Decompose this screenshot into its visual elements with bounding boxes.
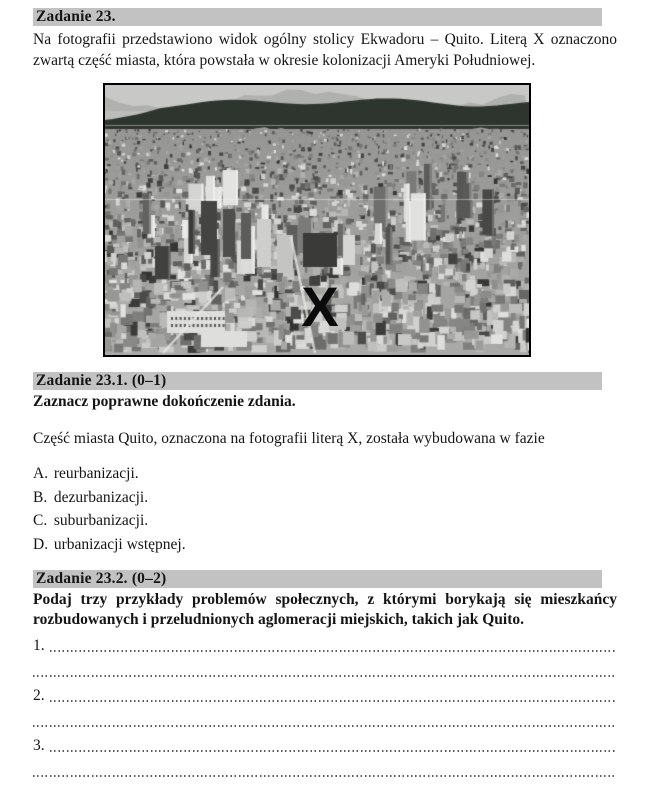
option-a-letter: A. (33, 465, 49, 482)
answer-line-3-number: 3. (33, 737, 45, 754)
x-marker: X (301, 275, 339, 338)
quito-photo (103, 83, 531, 357)
option-d-letter: D. (33, 535, 49, 553)
option-b-text: dezurbanizacji. (53, 488, 149, 506)
task-23-2-instruction: Podaj trzy przykłady problemów społecznych, z którymi borykają się mieszkańcy rozbudowanych i przeludnionych aglomeracji miejskich, takich jak Quito. (33, 591, 617, 628)
answer-lines (33, 630, 617, 780)
answer-options (33, 462, 617, 556)
dotted-line (33, 775, 617, 777)
option-a-text: reurbanizacji. (53, 465, 139, 482)
option-b (33, 486, 617, 510)
option-c-letter: C. (33, 512, 48, 529)
answer-line-3b (33, 755, 617, 780)
option-d (33, 533, 617, 557)
answer-line-2b (33, 705, 617, 730)
dotted-line (33, 675, 617, 677)
task-23-intro: Na fotografii przedstawiono widok ogólny stolicy Ekwadoru – Quito. Literą X oznaczono zwartą część miasta, która powstała w okresie kolonizacji Ameryki Południowej. (33, 31, 617, 69)
dotted-line (50, 650, 617, 652)
option-c (33, 509, 617, 533)
option-d-text: urbanizacji wstępnej. (53, 535, 186, 553)
dotted-line (50, 750, 617, 752)
option-a (33, 462, 617, 486)
task-23-2-header: Zadanie 23.2. (0–2) (33, 570, 602, 588)
task-23-1-instruction: Zaznacz poprawne dokończenie zdania. (33, 393, 296, 410)
task-23-1-question: Część miasta Quito, oznaczona na fotografii literą X, została wybudowana w fazie (33, 430, 545, 447)
option-c-text: suburbanizacji. (53, 512, 149, 529)
answer-line-1b (33, 655, 617, 680)
dotted-line (33, 725, 617, 727)
answer-line-3 (33, 730, 617, 755)
answer-line-2 (33, 680, 617, 705)
dotted-line (50, 700, 617, 702)
option-b-letter: B. (33, 488, 48, 506)
answer-line-1-number: 1. (33, 637, 45, 654)
answer-line-1 (33, 630, 617, 655)
answer-line-2-number: 2. (33, 687, 45, 704)
task-23-1-header: Zadanie 23.1. (0–1) (33, 372, 602, 390)
task-23-header: Zadanie 23. (33, 8, 602, 26)
